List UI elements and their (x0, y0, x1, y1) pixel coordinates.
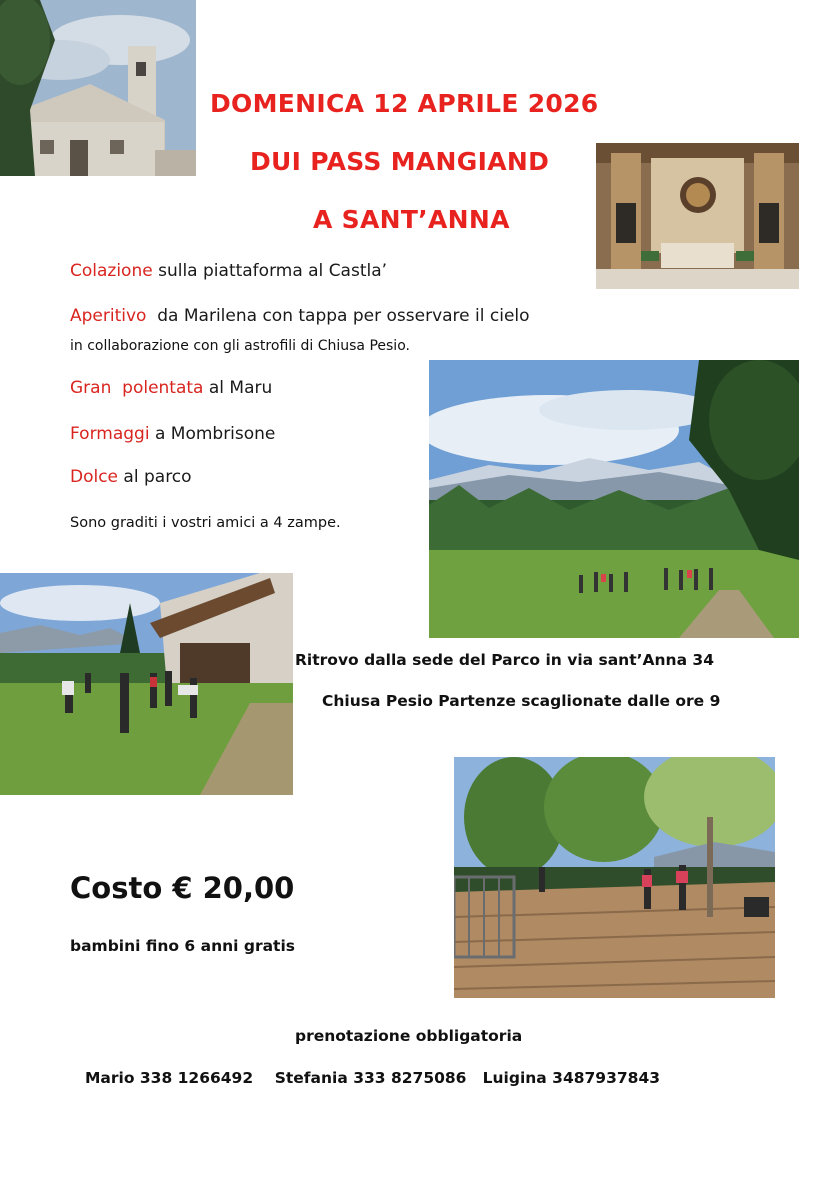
program-item-text: da Marilena con tappa per osservare il cielo (146, 306, 530, 326)
altar-photo (596, 143, 799, 289)
program-item-formaggi (70, 424, 275, 444)
program-item-polentata (70, 378, 272, 398)
program-item-text: a Mombrisone (149, 424, 276, 444)
event-date-title: DOMENICA 12 APRILE 2026 (210, 89, 599, 118)
booking-required: prenotazione obbligatoria (295, 1027, 523, 1045)
wooden-platform-photo (454, 757, 775, 998)
program-item-label: Gran polentata (70, 378, 204, 398)
program-item-label: Aperitivo (70, 306, 147, 326)
program-item-text: al Maru (203, 378, 273, 398)
pets-note: Sono graditi i vostri amici a 4 zampe. (70, 515, 341, 531)
meadow-mountains-photo (429, 360, 799, 638)
hikers-building-photo (0, 573, 293, 795)
program-item-colazione (70, 261, 387, 281)
booking-contacts: Mario 338 1266492 Stefania 333 8275086 Luigina 3487937843 (85, 1069, 661, 1087)
program-item-aperitivo (70, 306, 530, 326)
event-name-title: DUI PASS MANGIAND (250, 147, 550, 176)
church-photo (0, 0, 196, 176)
program-item-text: sulla piattaforma al Castla’ (152, 261, 388, 281)
astrofili-note: in collaborazione con gli astrofili di Chiusa Pesio. (70, 338, 410, 354)
program-item-label: Colazione (70, 261, 153, 281)
program-item-dolce (70, 467, 192, 487)
program-item-label: Dolce (70, 467, 119, 487)
meeting-point-text: Ritrovo dalla sede del Parco in via sant’Anna 34 (295, 651, 714, 669)
program-item-text: al parco (118, 467, 192, 487)
cost-price: Costo € 20,00 (70, 871, 295, 905)
departure-time-text: Chiusa Pesio Partenze scaglionate dalle ore 9 (322, 692, 721, 710)
event-location-title: A SANT’ANNA (313, 205, 510, 234)
children-free-note: bambini fino 6 anni gratis (70, 937, 295, 955)
program-item-label: Formaggi (70, 424, 150, 444)
